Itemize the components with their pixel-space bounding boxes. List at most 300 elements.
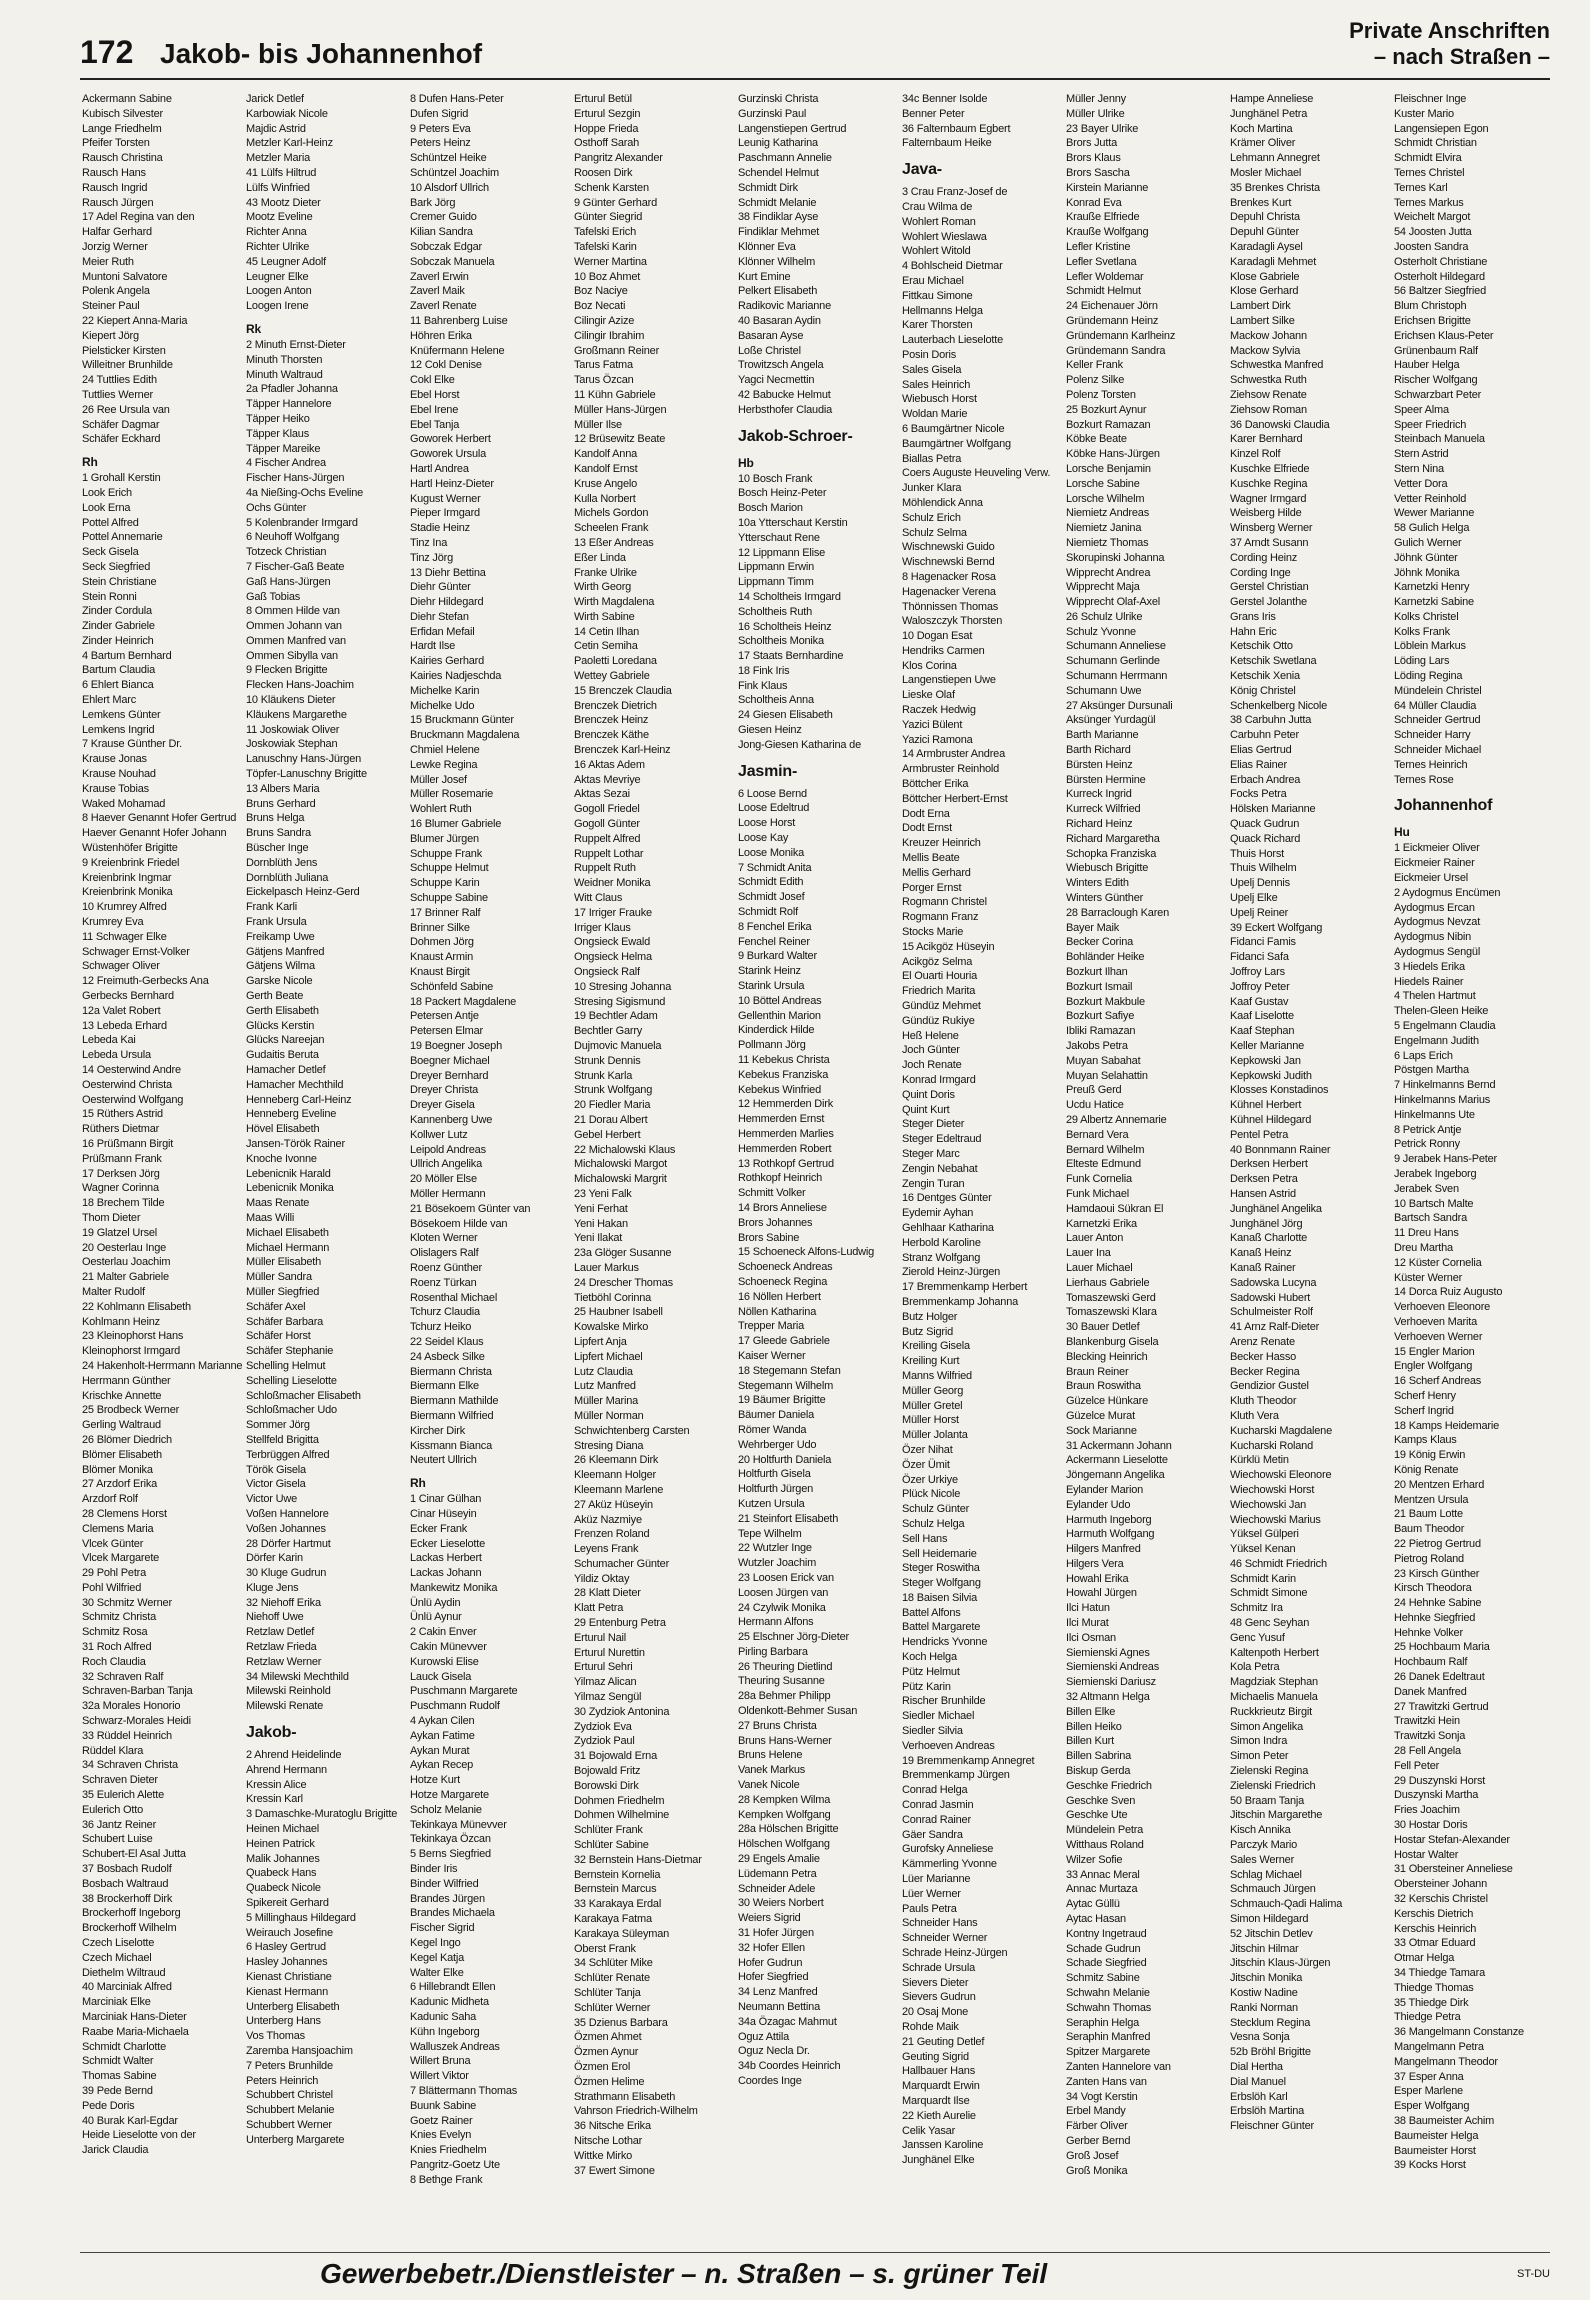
resident-entry: Eickmeier Rainer <box>1394 857 1475 870</box>
resident-entry: Oguz Necla Dr. <box>738 2045 810 2058</box>
resident-entry: Tuttlies Werner <box>82 388 153 401</box>
resident-entry: Erichsen Brigitte <box>1394 314 1471 327</box>
resident-entry: 15 Engler Marion <box>1394 1345 1475 1358</box>
resident-entry: Pede Doris <box>82 2099 135 2112</box>
resident-entry: Keller Marianne <box>1230 1040 1305 1052</box>
resident-entry: Kurowski Elise <box>410 1655 479 1668</box>
resident-entry: Löblein Markus <box>1394 640 1466 653</box>
resident-entry: 28 Barraclough Karen <box>1066 906 1170 919</box>
resident-entry: Mackow Johann <box>1230 329 1307 342</box>
resident-entry: Kaltenpoth Herbert <box>1230 1646 1319 1659</box>
resident-entry: Spikereit Gerhard <box>246 1897 329 1910</box>
resident-entry: 30 Zydziok Antonina <box>574 1705 670 1718</box>
resident-entry: Blömer Monika <box>82 1463 153 1476</box>
resident-entry: Sobczak Manuela <box>410 255 495 268</box>
resident-entry: Lierhaus Gabriele <box>1066 1276 1150 1289</box>
resident-entry: Blum Christoph <box>1394 300 1467 313</box>
resident-entry: Paoletti Loredana <box>574 655 657 668</box>
resident-entry: 42 Babucke Helmut <box>738 388 831 401</box>
resident-entry: 4 Bartum Bernhard <box>82 649 172 662</box>
resident-entry: Milewski Reinhold <box>246 1685 331 1698</box>
resident-entry: Kreienbrink Monika <box>82 886 173 899</box>
resident-entry: 2 Cakin Enver <box>410 1626 477 1639</box>
resident-entry: Büscher Inge <box>246 842 309 855</box>
resident-entry: Olislagers Ralf <box>410 1247 479 1260</box>
resident-entry: Tarus Özcan <box>574 374 634 387</box>
resident-entry: Lackas Johann <box>410 1567 482 1580</box>
resident-entry: 29 Pohl Petra <box>82 1567 147 1580</box>
resident-entry: Billen Sabrina <box>1066 1750 1132 1763</box>
resident-entry: Trawitzki Hein <box>1394 1715 1460 1728</box>
page-footer <box>80 2252 1550 2292</box>
resident-entry: Kreiling Kurt <box>902 1355 960 1368</box>
resident-entry: 11 Bahrenberg Luise <box>410 314 508 327</box>
resident-entry: Bozkurt Makbule <box>1066 995 1145 1008</box>
resident-entry: 14 Dorca Ruiz Augusto <box>1394 1286 1503 1299</box>
resident-entry: Thuis Wilhelm <box>1230 862 1297 875</box>
resident-entry: Krause Jonas <box>82 753 147 766</box>
resident-entry: 11 Kühn Gabriele <box>574 388 656 401</box>
resident-entry: Eulerich Otto <box>82 1803 143 1816</box>
resident-entry: Raczek Hedwig <box>902 704 976 717</box>
resident-entry: 16 Scherf Andreas <box>1394 1375 1482 1388</box>
resident-entry: Zaverl Maik <box>410 285 465 298</box>
resident-entry: Pietrog Roland <box>1394 1552 1464 1565</box>
resident-entry: Diehr Stefan <box>410 610 469 623</box>
resident-entry: Aydogmus Nibin <box>1394 931 1472 944</box>
resident-entry: 8 Haever Genannt Hofer Gertrud <box>82 812 237 825</box>
directory-column <box>738 92 898 2242</box>
resident-entry: 4a Nießing-Ochs Eveline <box>246 486 364 499</box>
resident-entry: 33 Rüddel Heinrich <box>82 1729 172 1742</box>
resident-entry: Zanten Hannelore van <box>1066 2060 1171 2073</box>
resident-entry: Annac Murtaza <box>1066 1883 1138 1896</box>
resident-entry: 16 Dentges Günter <box>902 1192 992 1205</box>
resident-entry: Hofer Siegfried <box>738 1971 809 1984</box>
resident-entry: Wipprecht Maja <box>1066 581 1140 594</box>
resident-entry: Hamacher Detlef <box>246 1064 326 1076</box>
resident-entry: 5 Engelmann Claudia <box>1394 1020 1496 1033</box>
resident-entry: 14 Cetin Ilhan <box>574 625 640 638</box>
resident-entry: Butz Sigrid <box>902 1325 953 1338</box>
resident-entry: 26 Blömer Diedrich <box>82 1433 172 1446</box>
resident-entry: Wohlert Roman <box>902 215 976 228</box>
resident-entry: Clemens Maria <box>82 1522 154 1535</box>
resident-entry: Kubisch Silvester <box>82 107 163 120</box>
resident-entry: Quint Doris <box>902 1088 955 1101</box>
resident-entry: Kühn Ingeborg <box>410 2025 480 2038</box>
resident-entry: Pütz Karin <box>902 1680 951 1693</box>
resident-entry: Jong-Giesen Katharina de <box>738 738 862 751</box>
resident-entry: 10 Bosch Frank <box>738 472 813 485</box>
resident-entry: Osterholt Christiane <box>1394 255 1488 268</box>
resident-entry: Langenstiepen Uwe <box>902 674 996 687</box>
resident-entry: Schulmeister Rolf <box>1230 1306 1313 1319</box>
resident-entry: 17 Derksen Jörg <box>82 1167 160 1180</box>
resident-entry: Kepkowski Jan <box>1230 1054 1301 1067</box>
resident-entry: Walluszek Andreas <box>410 2040 500 2053</box>
resident-entry: Günter Siegrid <box>574 211 643 224</box>
resident-entry: Muyan Selahattin <box>1066 1069 1148 1082</box>
resident-entry: Sobczak Edgar <box>410 240 482 253</box>
resident-entry: 31 Ackermann Johann <box>1066 1439 1172 1452</box>
resident-entry: 34c Benner Isolde <box>902 93 988 105</box>
resident-entry: Starink Heinz <box>738 965 801 978</box>
resident-entry: Vanek Nicole <box>738 1779 800 1792</box>
resident-entry: Arenz Renate <box>1230 1335 1295 1348</box>
resident-entry: Woldan Marie <box>902 408 968 421</box>
resident-entry: 8 Petrick Antje <box>1394 1123 1462 1136</box>
resident-entry: Krause Nouhad <box>82 768 156 781</box>
resident-entry: 8 Dufen Hans-Peter <box>410 93 504 105</box>
resident-entry: 20 Oesterlau Inge <box>82 1241 167 1254</box>
resident-entry: Kaaf Stephan <box>1230 1025 1295 1038</box>
resident-entry: Victor Gisela <box>246 1478 306 1491</box>
resident-entry: 26 Ree Ursula van <box>82 403 170 416</box>
resident-entry: Kissmann Bianca <box>410 1439 492 1452</box>
resident-entry: Ruckkrieutz Birgit <box>1230 1705 1312 1718</box>
resident-entry: 23 Loosen Erick van <box>738 1571 834 1584</box>
resident-entry: Puschmann Margarete <box>410 1685 518 1698</box>
resident-entry: Ebel Horst <box>410 388 460 401</box>
resident-entry: Falternbaum Heike <box>902 137 992 150</box>
resident-entry: 26 Danek Edeltraut <box>1394 1671 1485 1684</box>
resident-entry: Walter Elke <box>410 1966 464 1979</box>
resident-entry: Fidanci Famis <box>1230 936 1296 949</box>
resident-entry: Borowski Dirk <box>574 1779 639 1792</box>
resident-entry: Kinzel Rolf <box>1230 448 1281 461</box>
resident-entry: 25 Haubner Isabell <box>574 1306 663 1319</box>
resident-entry: Crau Wilma de <box>902 200 973 213</box>
resident-entry: Dreyer Gisela <box>410 1099 475 1112</box>
resident-entry: Knoche Ivonne <box>246 1152 317 1165</box>
resident-entry: Hardt Ilse <box>410 640 456 653</box>
resident-entry: Cokl Elke <box>410 374 455 387</box>
resident-entry: Pollmann Jörg <box>738 1039 806 1052</box>
resident-entry: 24 Hehnke Sabine <box>1394 1597 1482 1610</box>
resident-entry: 7 Krause Günther Dr. <box>82 738 182 751</box>
resident-entry: Simon Hildegard <box>1230 1913 1309 1926</box>
resident-entry: Müller Norman <box>574 1409 644 1422</box>
resident-entry: Zielenski Friedrich <box>1230 1779 1316 1792</box>
resident-entry: 58 Gulich Helga <box>1394 522 1470 535</box>
resident-entry: Krauße Wolfgang <box>1066 226 1149 239</box>
resident-entry: Ytterschaut Rene <box>738 531 820 544</box>
resident-entry: Flecken Hans-Joachim <box>246 679 354 692</box>
resident-entry: Wipprecht Andrea <box>1066 566 1151 579</box>
resident-entry: Karadagli Aysel <box>1230 240 1303 253</box>
resident-entry: Jitschin Monika <box>1230 1972 1303 1985</box>
resident-entry: Hagenacker Verena <box>902 585 996 598</box>
resident-entry: 18 Brechem Tilde <box>82 1197 165 1210</box>
resident-entry: Gulich Werner <box>1394 536 1462 549</box>
resident-entry: Quack Gudrun <box>1230 818 1300 831</box>
resident-entry: Höhren Erika <box>410 329 472 342</box>
resident-entry: Pütz Helmut <box>902 1665 960 1678</box>
resident-entry: Schoeneck Andreas <box>738 1261 833 1274</box>
resident-entry: Loose Kay <box>738 832 789 845</box>
resident-entry: Schuppe Helmut <box>410 862 489 875</box>
resident-entry: 56 Baltzer Siegfried <box>1394 285 1486 298</box>
resident-entry: Müller Siegfried <box>246 1285 320 1298</box>
resident-entry: Brors Klaus <box>1066 152 1121 165</box>
resident-entry: Schmitz Christa <box>82 1611 157 1624</box>
resident-entry: Schopka Franziska <box>1066 847 1157 860</box>
resident-entry: Dodt Ernst <box>902 822 952 835</box>
resident-entry: Aküz Nazmiye <box>574 1513 642 1526</box>
resident-entry: Loße Christel <box>738 344 801 357</box>
resident-entry: 52b Bröhl Brigitte <box>1230 2046 1311 2059</box>
resident-entry: Kilian Sandra <box>410 226 473 239</box>
resident-entry: Klose Gabriele <box>1230 270 1300 283</box>
resident-entry: 20 Osaj Mone <box>902 2006 969 2019</box>
resident-entry: 9 Burkard Walter <box>738 950 817 963</box>
resident-entry: Ketschik Xenia <box>1230 670 1300 683</box>
resident-entry: 26 Theuring Dietlind <box>738 1660 833 1673</box>
resident-entry: 10 Böttel Andreas <box>738 994 822 1007</box>
resident-entry: Upelj Reiner <box>1230 906 1289 919</box>
resident-entry: Esper Marlene <box>1394 2085 1463 2098</box>
resident-entry: Brandes Jürgen <box>410 1892 485 1905</box>
street-heading: Jakob-Schroer- <box>738 427 853 445</box>
resident-entry: Janssen Karoline <box>902 2139 984 2152</box>
resident-entry: Weidner Monika <box>574 877 651 890</box>
footer-rule <box>80 2252 1550 2253</box>
resident-entry: Müller Horst <box>902 1414 959 1427</box>
resident-entry: Schubert-El Asal Jutta <box>82 1848 186 1861</box>
resident-entry: Depuhl Günter <box>1230 226 1299 239</box>
resident-entry: Kamps Klaus <box>1394 1434 1457 1447</box>
resident-entry: Hermann Alfons <box>738 1616 814 1629</box>
resident-entry: Bohländer Heike <box>1066 951 1145 964</box>
resident-entry: Loogen Anton <box>246 285 312 298</box>
resident-entry: 38 Baumeister Achim <box>1394 2114 1495 2127</box>
resident-entry: Schwager Oliver <box>82 960 160 973</box>
resident-entry: Schüntzel Joachim <box>410 166 499 179</box>
resident-entry: Preuß Gerd <box>1066 1084 1122 1097</box>
resident-entry: Hartl Andrea <box>410 462 469 475</box>
resident-entry: Bechtler Garry <box>574 1025 643 1038</box>
resident-entry: Hamdaoui Sükran El <box>1066 1202 1164 1215</box>
resident-entry: Gogoll Friedel <box>574 803 640 816</box>
resident-entry: 12 Lippmann Elise <box>738 546 826 559</box>
resident-entry: Gründemann Sandra <box>1066 344 1166 357</box>
resident-entry: 21 Malter Gabriele <box>82 1271 169 1284</box>
resident-entry: Schlüter Tanja <box>574 1987 641 1999</box>
resident-entry: Schmitz Sabine <box>1066 1972 1140 1985</box>
resident-entry: Boz Necati <box>574 300 626 313</box>
resident-entry: Bremmenkamp Johanna <box>902 1295 1019 1308</box>
resident-entry: Siedler Silvia <box>902 1725 963 1738</box>
resident-entry: Tomaszewski Klara <box>1066 1306 1157 1319</box>
resident-entry: 25 Hochbaum Maria <box>1394 1641 1490 1654</box>
resident-entry: Diehr Hildegard <box>410 596 484 609</box>
resident-entry: Lefler Kristine <box>1066 240 1131 253</box>
resident-entry: Boegner Michael <box>410 1054 490 1067</box>
resident-entry: Wehrberger Udo <box>738 1438 817 1451</box>
resident-entry: Jorzig Werner <box>82 240 148 253</box>
resident-entry: Niemietz Andreas <box>1066 507 1150 520</box>
district-code: Rh <box>410 1476 426 1491</box>
resident-entry: 26 Schulz Ulrike <box>1066 610 1143 623</box>
resident-entry: Knüfermann Helene <box>410 344 505 357</box>
resident-entry: Kreienbrink Ingmar <box>82 871 172 884</box>
resident-entry: Pohl Wilfried <box>82 1581 142 1594</box>
resident-entry: Siedler Michael <box>902 1710 975 1723</box>
resident-entry: Müller Jenny <box>1066 93 1126 105</box>
resident-entry: Vlcek Günter <box>82 1537 144 1550</box>
resident-entry: Ilci Murat <box>1066 1617 1109 1630</box>
resident-entry: Gerber Bernd <box>1066 2134 1131 2147</box>
resident-entry: Schloßmacher Elisabeth <box>246 1389 361 1402</box>
resident-entry: Danek Manfred <box>1394 1685 1467 1698</box>
resident-entry: Erbslöh Martina <box>1230 2105 1305 2118</box>
resident-entry: Conrad Helga <box>902 1784 968 1797</box>
resident-entry: Herrmann Günther <box>82 1374 171 1387</box>
resident-entry: Junghänel Elke <box>902 2154 975 2167</box>
resident-entry: Schubbert Christel <box>246 2089 333 2102</box>
resident-entry: Biermann Mathilde <box>410 1395 499 1408</box>
resident-entry: 30 Schmitz Werner <box>82 1596 172 1609</box>
resident-entry: 23 Kleinophorst Hans <box>82 1330 184 1343</box>
resident-entry: Neutert Ullrich <box>410 1454 477 1467</box>
resident-entry: Milewski Renate <box>246 1700 324 1713</box>
resident-entry: Jöhnk Günter <box>1394 551 1458 564</box>
resident-entry: Upelj Dennis <box>1230 877 1290 890</box>
resident-entry: 13 Lebeda Erhard <box>82 1019 167 1032</box>
resident-entry: Tchurz Claudia <box>410 1306 480 1319</box>
resident-entry: 35 Dzienus Barbara <box>574 2016 668 2029</box>
resident-entry: 9 Flecken Brigitte <box>246 664 328 677</box>
resident-entry: Schulz Günter <box>902 1503 970 1516</box>
resident-entry: 23 Bayer Ulrike <box>1066 122 1139 135</box>
resident-entry: Hamacher Mechthild <box>246 1078 344 1091</box>
resident-entry: Rogmann Franz <box>902 911 979 924</box>
resident-entry: Hemmerden Marlies <box>738 1128 834 1140</box>
resident-entry: Voßen Johannes <box>246 1522 326 1535</box>
resident-entry: Gellenthin Marion <box>738 1009 821 1022</box>
resident-entry: Gurzinski Christa <box>738 93 819 105</box>
resident-entry: Ternes Christel <box>1394 166 1465 179</box>
resident-entry: Bozkurt Safiye <box>1066 1010 1135 1023</box>
resident-entry: Kandolf Anna <box>574 448 638 461</box>
resident-entry: Klatt Petra <box>574 1602 624 1615</box>
resident-entry: Krischke Annette <box>82 1389 162 1402</box>
resident-entry: Kostiw Nadine <box>1230 1987 1298 1999</box>
resident-entry: Unterberg Margarete <box>246 2133 345 2146</box>
resident-entry: Radikovic Marianne <box>738 300 831 313</box>
resident-entry: Leunig Katharina <box>738 137 818 150</box>
resident-entry: Victor Uwe <box>246 1493 297 1506</box>
resident-entry: Lieske Olaf <box>902 689 955 702</box>
resident-entry: 39 Kocks Horst <box>1394 2159 1466 2172</box>
resident-entry: Rausch Ingrid <box>82 181 148 194</box>
resident-entry: Pangritz-Goetz Ute <box>410 2158 500 2171</box>
resident-entry: Sell Hans <box>902 1532 948 1545</box>
resident-entry: Kienast Hermann <box>246 1985 328 1998</box>
resident-entry: El Ouarti Houria <box>902 970 978 983</box>
resident-entry: Müller Josef <box>410 773 467 786</box>
resident-entry: Unterberg Elisabeth <box>246 2000 340 2013</box>
resident-entry: Bosbach Waltraud <box>82 1877 169 1890</box>
resident-entry: 22 Wutzler Inge <box>738 1542 812 1555</box>
resident-entry: Schmitz Ira <box>1230 1602 1283 1615</box>
resident-entry: Yildiz Oktay <box>574 1572 630 1585</box>
resident-entry: Hehnke Siegfried <box>1394 1611 1476 1624</box>
resident-entry: Hotze Kurt <box>410 1774 460 1787</box>
resident-entry: Kannenberg Uwe <box>410 1113 493 1126</box>
resident-entry: Jöngemann Angelika <box>1066 1469 1165 1482</box>
resident-entry: Giesen Heinz <box>738 724 802 737</box>
resident-entry: Schwarz-Morales Heidi <box>82 1715 191 1728</box>
resident-entry: Gogoll Günter <box>574 818 640 831</box>
resident-entry: Lefler Svetlana <box>1066 255 1137 268</box>
resident-entry: Scheelen Frank <box>574 522 649 535</box>
resident-entry: Lebeda Kai <box>82 1034 136 1047</box>
resident-entry: Hendriks Carmen <box>902 644 985 657</box>
resident-entry: 32 Schraven Ralf <box>82 1670 164 1683</box>
resident-entry: Brors Jutta <box>1066 137 1117 150</box>
resident-entry: Goetz Rainer <box>410 2114 473 2127</box>
resident-entry: Schmidt Walter <box>82 2055 154 2068</box>
resident-entry: Erturul Sezgin <box>574 107 641 120</box>
resident-entry: Karer Thorsten <box>902 319 973 332</box>
resident-entry: Knies Evelyn <box>410 2129 472 2142</box>
resident-entry: Plück Nicole <box>902 1488 961 1501</box>
resident-entry: Michael Hermann <box>246 1241 330 1254</box>
resident-entry: Knaust Birgit <box>410 966 470 979</box>
resident-entry: Schlüter Sabine <box>574 1839 649 1852</box>
resident-entry: Kegel Ingo <box>410 1937 461 1950</box>
resident-entry: Kaaf Liselotte <box>1230 1010 1294 1023</box>
resident-entry: Metzler Maria <box>246 152 311 165</box>
resident-entry: Michels Gordon <box>574 507 649 520</box>
resident-entry: 15 Schoeneck Alfons-Ludwig <box>738 1246 875 1259</box>
resident-entry: Ecker Lieselotte <box>410 1537 486 1550</box>
resident-entry: 14 Brors Anneliese <box>738 1201 827 1214</box>
resident-entry: Gaß Hans-Jürgen <box>246 575 331 588</box>
resident-entry: Kluth Theodor <box>1230 1395 1297 1408</box>
resident-entry: 16 Prüßmann Birgit <box>82 1137 174 1150</box>
resident-entry: Manns Wilfried <box>902 1369 972 1382</box>
resident-entry: Wipprecht Olaf-Axel <box>1066 596 1161 609</box>
resident-entry: Pfeifer Torsten <box>82 137 150 150</box>
resident-entry: 6 Hasley Gertrud <box>246 1941 326 1954</box>
resident-entry: Kuschke Elfriede <box>1230 462 1310 475</box>
resident-entry: Paschmann Annelie <box>738 152 832 165</box>
resident-entry: Speer Alma <box>1394 403 1449 416</box>
resident-entry: Retzlaw Detlef <box>246 1626 315 1639</box>
resident-entry: Sadowska Lucyna <box>1230 1276 1317 1289</box>
resident-entry: Strathmann Elisabeth <box>574 2090 676 2103</box>
resident-entry: Magdziak Stephan <box>1230 1676 1318 1689</box>
resident-entry: Quint Kurt <box>902 1103 950 1116</box>
resident-entry: Schlag Michael <box>1230 1868 1302 1881</box>
resident-entry: Geuting Sigrid <box>902 2050 969 2063</box>
resident-entry: 19 Bäumer Brigitte <box>738 1394 826 1407</box>
resident-entry: Blömer Elisabeth <box>82 1448 162 1461</box>
resident-entry: Stern Nina <box>1394 462 1444 475</box>
resident-entry: Yeni Ferhat <box>574 1202 628 1215</box>
resident-entry: Tinz Ina <box>410 536 448 549</box>
resident-entry: Stresing Diana <box>574 1439 644 1452</box>
resident-entry: Müller Gretel <box>902 1399 963 1412</box>
resident-entry: Müller Jolanta <box>902 1429 968 1442</box>
resident-entry: Ahrend Hermann <box>246 1763 327 1776</box>
resident-entry: 14 Scholtheis Irmgard <box>738 590 841 603</box>
resident-entry: Garske Nicole <box>246 975 313 988</box>
resident-entry: Wilzer Sofie <box>1066 1853 1123 1866</box>
